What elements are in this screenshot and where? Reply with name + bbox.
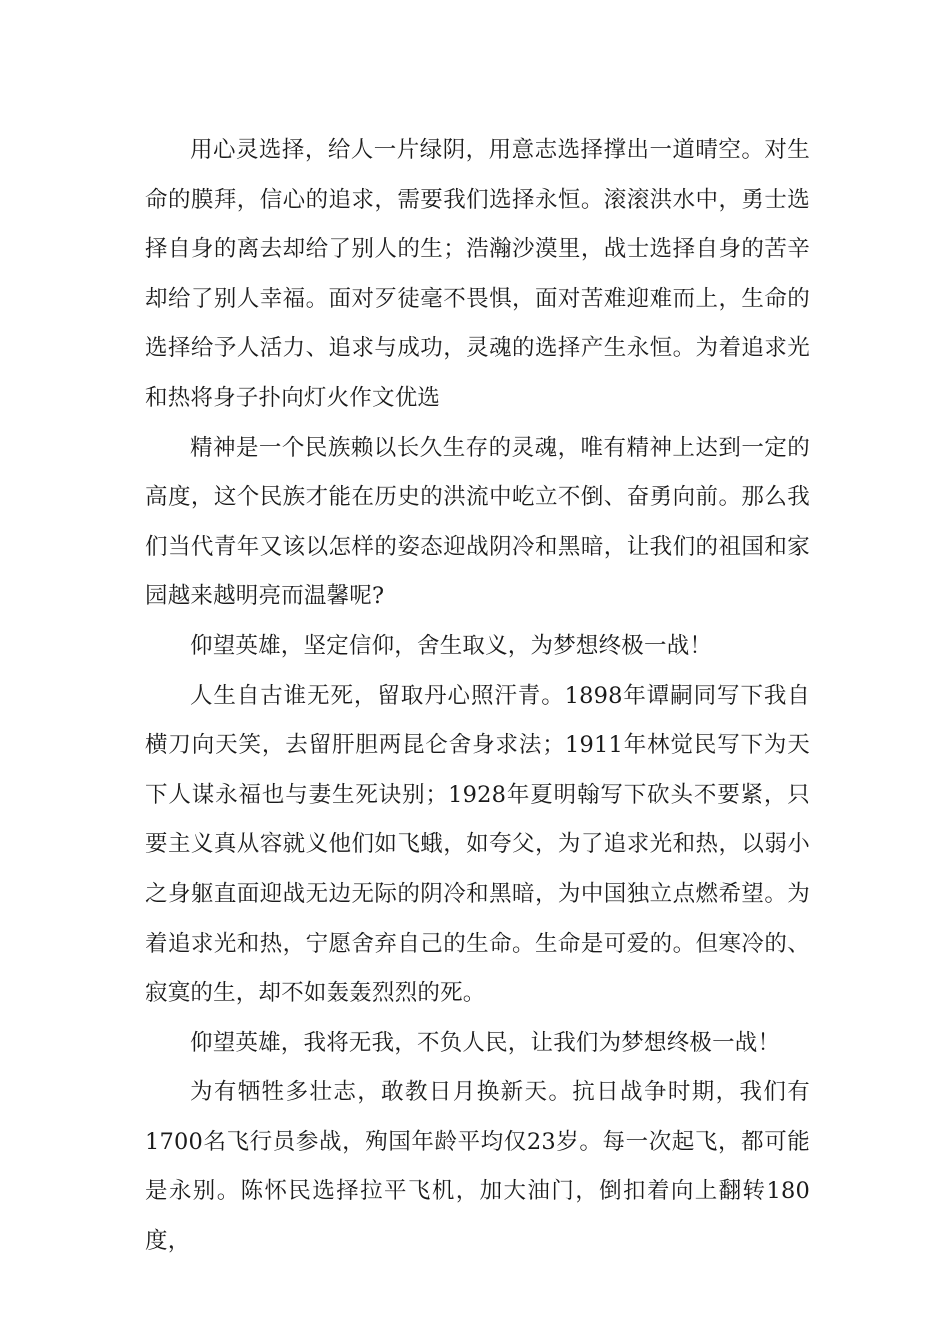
paragraph-4: 人生自古谁无死，留取丹心照汗青。1898年谭嗣同写下我自横刀向天笑，去留肝胆两昆仑舍身求法；1911年林觉民写下为天下人谋永福也与妻生死诀别；1928年夏明翰写下砍头不要紧，只要主义真从容就义他们如飞蛾，如夸父，为了追求光和热，以弱小之身躯直面迎战无边无际的阴冷和黑暗，为中国独立点燃希望。为着追求光和热，宁愿舍弃自己的生命。生命是可爱的。但寒冷的、寂寞的生，却不如轰轰烈烈的死。 xyxy=(145,682,810,1007)
paragraph-6: 为有牺牲多壮志，敢教日月换新天。抗日战争时期，我们有1700名飞行员参战，殉国年龄平均仅23岁。每一次起飞，都可能是永别。陈怀民选择拉平飞机，加大油门，倒扣着向上翻转180度， xyxy=(145,1079,810,1255)
document-body xyxy=(145,126,810,1267)
paragraph-1: 用心灵选择，给人一片绿阴，用意志选择撑出一道晴空。对生命的膜拜，信心的追求，需要我们选择永恒。滚滚洪水中，勇士选择自身的离去却给了别人的生；浩瀚沙漠里，战士选择自身的苦辛却给了别人幸福。面对歹徒毫不畏惧，面对苦难迎难而上，生命的选择给予人活力、追求与成功，灵魂的选择产生永恒。为着追求光和热将身子扑向灯火作文优选 xyxy=(145,137,810,411)
paragraph-3: 仰望英雄，坚定信仰，舍生取义，为梦想终极一战！ xyxy=(190,632,713,659)
paragraph-2: 精神是一个民族赖以长久生存的灵魂，唯有精神上达到一定的高度，这个民族才能在历史的洪流中屹立不倒、奋勇向前。那么我们当代青年又该以怎样的姿态迎战阴冷和黑暗，让我们的祖国和家园越来越明亮而温馨呢? xyxy=(145,434,810,610)
paragraph-5: 仰望英雄，我将无我，不负人民，让我们为梦想终极一战！ xyxy=(190,1029,781,1056)
